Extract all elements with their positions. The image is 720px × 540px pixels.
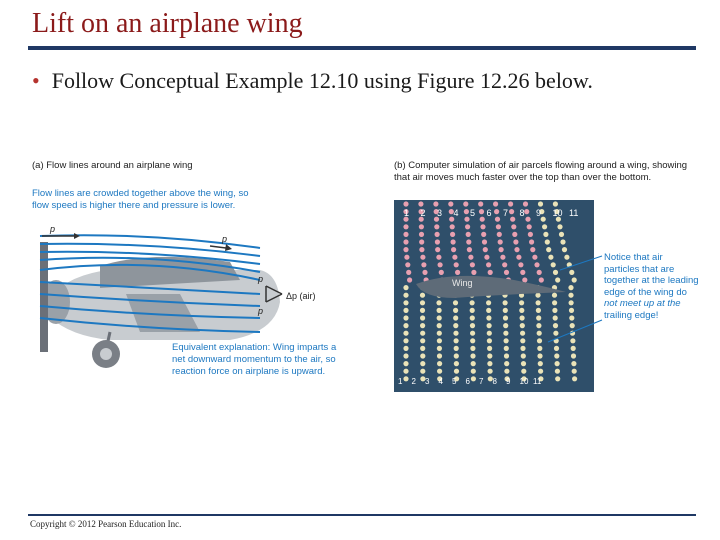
air-parcel-dot (403, 361, 408, 366)
air-parcel-dot (519, 300, 524, 305)
air-parcel-dot (504, 353, 509, 358)
air-parcel-dot (538, 369, 543, 374)
air-parcel-dot (487, 346, 492, 351)
air-parcel-dot (543, 232, 548, 237)
air-parcel-dot (496, 224, 501, 229)
copyright: Copyright © 2012 Pearson Education Inc. (30, 519, 182, 529)
air-parcel-dot (403, 338, 408, 343)
figure-b-note (604, 252, 699, 321)
propeller-blade (40, 242, 48, 352)
air-parcel-dot (495, 217, 500, 222)
air-parcel-dot (437, 338, 442, 343)
air-parcel-dot (504, 346, 509, 351)
bottom-column-number: 4 (438, 377, 443, 386)
air-parcel-dot (503, 323, 508, 328)
air-parcel-dot (451, 239, 456, 244)
air-parcel-dot (524, 209, 529, 214)
note-line: particles that are (604, 263, 675, 275)
air-parcel-dot (454, 361, 459, 366)
bottom-column-number: 7 (479, 377, 484, 386)
note-line: together at the leading (604, 275, 699, 286)
air-parcel-dot (437, 308, 442, 313)
air-parcel-dot (572, 376, 577, 381)
air-parcel-dot (437, 353, 442, 358)
air-parcel-dot (435, 239, 440, 244)
air-parcel-dot (498, 239, 503, 244)
figure-a-note-equivalent (172, 342, 336, 378)
air-parcel-dot (453, 300, 458, 305)
top-column-number: 6 (486, 208, 492, 218)
air-parcel-dot (437, 315, 442, 320)
note-line: flow speed is higher there and pressure is lower. (32, 200, 236, 211)
air-parcel-dot (488, 369, 493, 374)
air-parcel-dot (454, 338, 459, 343)
air-parcel-dot (464, 217, 469, 222)
air-parcel-dot (435, 232, 440, 237)
air-parcel-dot (494, 209, 499, 214)
air-parcel-dot (453, 323, 458, 328)
air-parcel-dot (478, 201, 483, 206)
air-parcel-dot (418, 201, 423, 206)
air-parcel-dot (504, 361, 509, 366)
air-parcel-dot (571, 361, 576, 366)
air-parcel-dot (420, 331, 425, 336)
air-parcel-dot (407, 277, 412, 282)
air-parcel-dot (538, 361, 543, 366)
slide-title: Lift on an airplane wing (32, 8, 303, 39)
air-parcel-dot (437, 346, 442, 351)
note-line: not meet up at the (604, 298, 681, 309)
air-parcel-dot (521, 369, 526, 374)
air-parcel-dot (434, 224, 439, 229)
air-parcel-dot (454, 346, 459, 351)
air-parcel-dot (422, 270, 427, 275)
air-parcel-dot (466, 232, 471, 237)
figure-b-caption (394, 160, 687, 184)
air-parcel-dot (448, 201, 453, 206)
air-parcel-dot (403, 224, 408, 229)
air-parcel-dot (499, 247, 504, 252)
air-parcel-dot (516, 255, 521, 260)
air-parcel-dot (403, 331, 408, 336)
air-parcel-dot (420, 353, 425, 358)
air-parcel-dot (503, 331, 508, 336)
air-parcel-dot (455, 270, 460, 275)
air-parcel-dot (481, 232, 486, 237)
air-parcel-dot (403, 247, 408, 252)
air-parcel-dot (470, 346, 475, 351)
air-parcel-dot (554, 353, 559, 358)
air-parcel-dot (512, 232, 517, 237)
air-parcel-dot (519, 308, 524, 313)
air-parcel-dot (513, 239, 518, 244)
air-parcel-dot (503, 315, 508, 320)
air-parcel-dot (453, 315, 458, 320)
air-parcel-dot (470, 338, 475, 343)
air-parcel-dot (403, 232, 408, 237)
title-divider (28, 46, 696, 50)
bottom-column-number: 1 (398, 377, 403, 386)
air-parcel-dot (450, 232, 455, 237)
bottom-column-number: 5 (452, 377, 457, 386)
air-parcel-dot (467, 247, 472, 252)
air-parcel-dot (437, 323, 442, 328)
air-parcel-dot (471, 361, 476, 366)
air-parcel-dot (470, 323, 475, 328)
footer-divider (28, 514, 696, 516)
top-column-number: 1 (404, 208, 410, 218)
note-line: Flow lines are crowded together above the wing, so (32, 188, 249, 199)
air-parcel-dot (419, 232, 424, 237)
air-parcel-dot (420, 346, 425, 351)
air-parcel-dot (528, 232, 533, 237)
air-parcel-dot (403, 376, 408, 381)
air-parcel-dot (404, 255, 409, 260)
label-p1-left: p (50, 224, 56, 234)
caption-line: that air moves much faster over the top than over the bottom. (394, 172, 652, 183)
air-parcel-dot (525, 217, 530, 222)
air-parcel-dot (452, 255, 457, 260)
air-parcel-dot (482, 239, 487, 244)
air-parcel-dot (537, 353, 542, 358)
air-parcel-dot (437, 369, 442, 374)
air-parcel-dot (487, 338, 492, 343)
air-parcel-dot (529, 239, 534, 244)
air-parcel-dot (403, 315, 408, 320)
air-parcel-dot (541, 217, 546, 222)
top-column-number: 5 (470, 208, 476, 218)
air-parcel-dot (522, 277, 527, 282)
air-parcel-dot (484, 255, 489, 260)
air-parcel-dot (463, 201, 468, 206)
air-parcel-dot (504, 338, 509, 343)
air-parcel-dot (487, 331, 492, 336)
air-parcel-dot (420, 293, 425, 298)
air-parcel-dot (521, 353, 526, 358)
note-line: Equivalent explanation: Wing imparts a (172, 342, 337, 353)
air-parcel-dot (534, 262, 539, 267)
air-parcel-dot (470, 262, 475, 267)
air-parcel-dot (420, 308, 425, 313)
air-parcel-dot (406, 270, 411, 275)
air-parcel-dot (520, 346, 525, 351)
air-parcel-dot (419, 239, 424, 244)
air-parcel-dot (433, 201, 438, 206)
air-parcel-dot (555, 369, 560, 374)
air-parcel-dot (471, 270, 476, 275)
air-parcel-dot (532, 255, 537, 260)
air-parcel-dot (555, 361, 560, 366)
air-parcel-dot (403, 239, 408, 244)
air-parcel-dot (436, 300, 441, 305)
air-parcel-dot (403, 369, 408, 374)
air-parcel-dot (420, 255, 425, 260)
air-parcel-dot (520, 270, 525, 275)
figure-a-note-crowded (32, 188, 249, 212)
air-parcel-dot (504, 270, 509, 275)
air-parcel-dot (486, 315, 491, 320)
air-parcel-dot (470, 308, 475, 313)
top-column-number: 9 (536, 208, 542, 218)
note-line: net downward momentum to the air, so (172, 354, 336, 365)
air-parcel-dot (530, 247, 535, 252)
label-dp-air: Δp (air) (286, 291, 316, 301)
air-parcel-dot (420, 361, 425, 366)
note-line: Notice that air (604, 252, 663, 263)
air-parcel-dot (480, 217, 485, 222)
air-parcel-dot (483, 247, 488, 252)
air-parcel-dot (545, 239, 550, 244)
top-column-number: 10 (552, 208, 563, 218)
note-arrows (540, 250, 608, 350)
air-parcel-dot (480, 224, 485, 229)
air-parcel-dot (542, 224, 547, 229)
air-parcel-dot (470, 300, 475, 305)
air-parcel-dot (479, 209, 484, 214)
air-parcel-dot (514, 247, 519, 252)
air-parcel-dot (438, 262, 443, 267)
air-parcel-dot (520, 331, 525, 336)
label-p-bottom: p (258, 306, 264, 316)
air-parcel-dot (436, 255, 441, 260)
air-parcel-dot (470, 353, 475, 358)
air-parcel-dot (509, 209, 514, 214)
air-parcel-dot (503, 300, 508, 305)
bottom-column-number: 10 (519, 377, 529, 386)
bottom-column-number: 6 (465, 377, 470, 386)
air-parcel-dot (497, 232, 502, 237)
air-parcel-dot (437, 331, 442, 336)
air-parcel-dot (453, 308, 458, 313)
air-parcel-dot (403, 308, 408, 313)
air-parcel-dot (527, 224, 532, 229)
air-parcel-dot (435, 247, 440, 252)
air-parcel-dot (403, 293, 408, 298)
figure-a-caption: (a) Flow lines around an airplane wing (32, 160, 193, 171)
air-parcel-dot (502, 262, 507, 267)
bottom-column-number: 11 (533, 377, 542, 386)
bottom-column-number: 3 (425, 377, 430, 386)
air-parcel-dot (518, 262, 523, 267)
air-parcel-dot (453, 331, 458, 336)
air-parcel-dot (487, 353, 492, 358)
air-parcel-dot (488, 270, 493, 275)
air-parcel-dot (420, 300, 425, 305)
top-column-number: 7 (503, 208, 509, 218)
label-p2-right: p (222, 234, 228, 244)
air-parcel-dot (403, 300, 408, 305)
air-parcel-dot (471, 376, 476, 381)
air-parcel-dot (523, 201, 528, 206)
air-parcel-dot (486, 262, 491, 267)
air-parcel-dot (470, 331, 475, 336)
air-parcel-dot (520, 315, 525, 320)
air-parcel-dot (504, 369, 509, 374)
wing-label: Wing (452, 278, 473, 288)
air-parcel-dot (470, 315, 475, 320)
air-parcel-dot (471, 369, 476, 374)
bottom-column-number: 2 (411, 377, 416, 386)
air-parcel-dot (521, 361, 526, 366)
air-parcel-dot (405, 262, 410, 267)
air-parcel-dot (420, 323, 425, 328)
air-parcel-dot (451, 247, 456, 252)
air-parcel-dot (572, 369, 577, 374)
air-parcel-dot (403, 353, 408, 358)
air-parcel-dot (560, 239, 565, 244)
top-column-number: 2 (420, 208, 426, 218)
air-parcel-dot (511, 224, 516, 229)
air-parcel-dot (487, 361, 492, 366)
air-parcel-dot (486, 300, 491, 305)
air-parcel-dot (403, 346, 408, 351)
air-parcel-dot (454, 353, 459, 358)
air-parcel-dot (454, 262, 459, 267)
top-column-number: 11 (569, 208, 579, 218)
top-column-number: 3 (437, 208, 443, 218)
air-parcel-dot (420, 369, 425, 374)
air-parcel-dot (468, 255, 473, 260)
air-parcel-dot (520, 323, 525, 328)
air-parcel-dot (421, 262, 426, 267)
air-parcel-dot (510, 217, 515, 222)
air-parcel-dot (559, 232, 564, 237)
air-parcel-dot (553, 201, 558, 206)
air-parcel-dot (555, 376, 560, 381)
air-parcel-dot (437, 361, 442, 366)
bullet-text: Follow Conceptual Example 12.10 using Figure 12.26 below. (51, 68, 593, 93)
air-parcel-dot (464, 209, 469, 214)
top-column-number: 4 (453, 208, 459, 218)
air-parcel-dot (538, 201, 543, 206)
note-line: reaction force on airplane is upward. (172, 366, 326, 377)
air-parcel-dot (465, 224, 470, 229)
air-parcel-dot (420, 338, 425, 343)
air-parcel-dot (454, 369, 459, 374)
air-parcel-dot (503, 308, 508, 313)
air-parcel-dot (500, 255, 505, 260)
air-parcel-dot (403, 285, 408, 290)
note-line: edge of the wing do (604, 286, 687, 298)
air-parcel-dot (466, 239, 471, 244)
bullet-dot: • (32, 68, 40, 93)
note-line: trailing edge! (604, 309, 659, 321)
label-p-top: p (258, 274, 264, 284)
bottom-column-number: 9 (506, 377, 511, 386)
air-parcel-dot (571, 353, 576, 358)
air-parcel-dot (486, 308, 491, 313)
caption-line: (b) Computer simulation of air parcels flowing around a wing, showing (394, 160, 688, 171)
air-parcel-dot (493, 201, 498, 206)
air-parcel-dot (508, 201, 513, 206)
air-parcel-dot (439, 270, 444, 275)
air-parcel-dot (450, 224, 455, 229)
air-parcel-dot (419, 224, 424, 229)
air-parcel-dot (403, 323, 408, 328)
bullet-item (32, 68, 593, 94)
air-parcel-dot (403, 201, 408, 206)
air-parcel-dot (487, 323, 492, 328)
air-parcel-dot (520, 338, 525, 343)
air-parcel-dot (420, 315, 425, 320)
air-parcel-dot (419, 247, 424, 252)
top-column-number: 8 (519, 208, 525, 218)
air-parcel-dot (557, 224, 562, 229)
bottom-column-number: 8 (492, 377, 497, 386)
